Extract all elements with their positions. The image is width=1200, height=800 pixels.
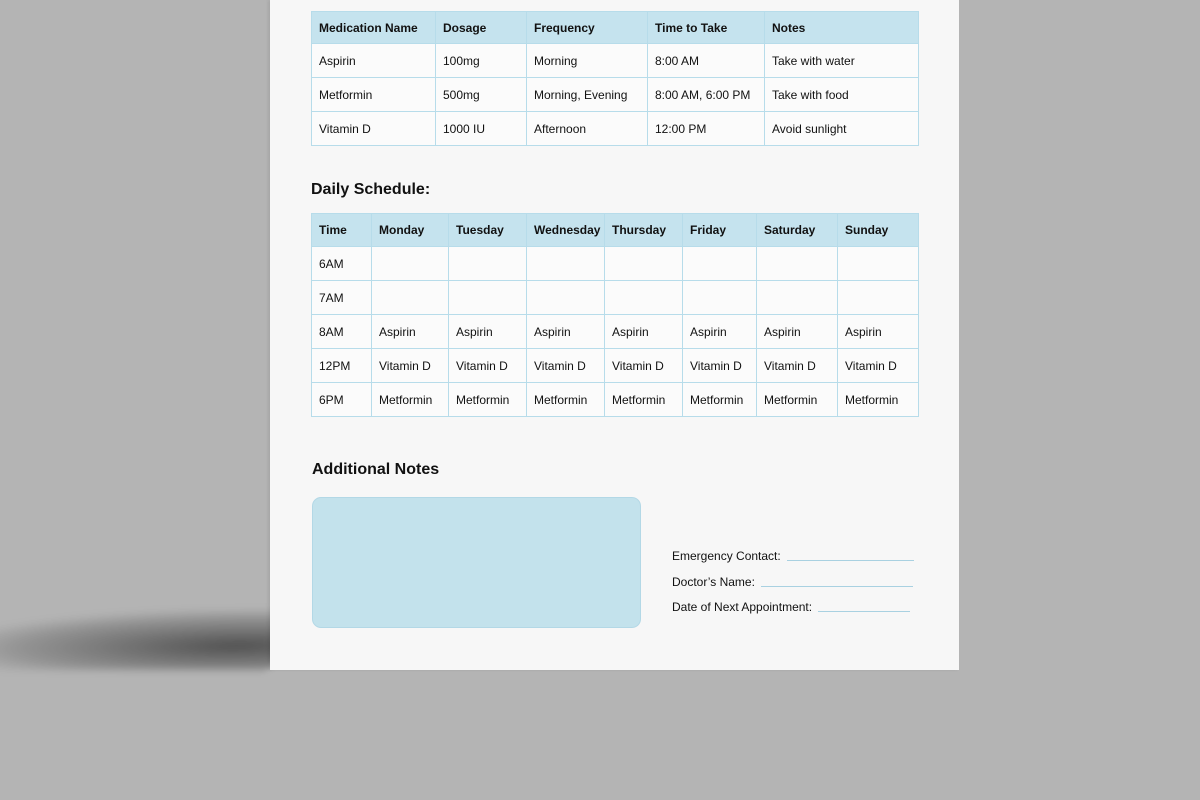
- medication-name-cell: Vitamin D: [312, 112, 436, 146]
- schedule-cell: [527, 247, 605, 281]
- schedule-cell: Aspirin: [683, 315, 757, 349]
- emergency-contact-line: [672, 549, 914, 563]
- next-appointment-field[interactable]: [818, 610, 910, 612]
- schedule-cell: [683, 247, 757, 281]
- time-cell: 12PM: [312, 349, 372, 383]
- emergency-contact-label: Emergency Contact:: [672, 549, 781, 563]
- schedule-cell: [838, 281, 919, 315]
- medication-name-cell: Metformin: [312, 78, 436, 112]
- schedule-cell: [449, 281, 527, 315]
- schedule-cell: [757, 247, 838, 281]
- column-header-tuesday: Tuesday: [449, 214, 527, 247]
- medication-name-cell: Aspirin: [312, 44, 436, 78]
- medication-table-header-row: [312, 12, 919, 44]
- time-cell: 6AM: [312, 247, 372, 281]
- page-shadow: [0, 610, 311, 670]
- frequency-cell: Morning, Evening: [527, 78, 648, 112]
- column-header-time-to-take: Time to Take: [648, 12, 765, 44]
- dosage-cell: 1000 IU: [436, 112, 527, 146]
- document-page: [270, 0, 959, 670]
- daily-schedule-heading: Daily Schedule:: [311, 181, 431, 198]
- table-row: [312, 78, 919, 112]
- column-header-wednesday: Wednesday: [527, 214, 605, 247]
- notes-cell: Take with food: [765, 78, 919, 112]
- schedule-cell: [527, 281, 605, 315]
- table-row: [312, 112, 919, 146]
- medication-table: [311, 11, 919, 146]
- frequency-cell: Afternoon: [527, 112, 648, 146]
- table-row: [312, 281, 919, 315]
- column-header-notes: Notes: [765, 12, 919, 44]
- schedule-cell: Vitamin D: [838, 349, 919, 383]
- schedule-header-row: [312, 214, 919, 247]
- table-row: [312, 383, 919, 417]
- schedule-cell: [683, 281, 757, 315]
- schedule-cell: Vitamin D: [605, 349, 683, 383]
- schedule-cell: Aspirin: [757, 315, 838, 349]
- column-header-friday: Friday: [683, 214, 757, 247]
- schedule-cell: Vitamin D: [757, 349, 838, 383]
- table-row: [312, 44, 919, 78]
- schedule-cell: Metformin: [683, 383, 757, 417]
- schedule-cell: [449, 247, 527, 281]
- time-cell: 7AM: [312, 281, 372, 315]
- schedule-cell: Vitamin D: [683, 349, 757, 383]
- schedule-cell: Metformin: [372, 383, 449, 417]
- notes-cell: Take with water: [765, 44, 919, 78]
- schedule-cell: Aspirin: [605, 315, 683, 349]
- schedule-cell: [757, 281, 838, 315]
- schedule-cell: Vitamin D: [449, 349, 527, 383]
- dosage-cell: 100mg: [436, 44, 527, 78]
- time-cell: 6PM: [312, 383, 372, 417]
- column-header-frequency: Frequency: [527, 12, 648, 44]
- frequency-cell: Morning: [527, 44, 648, 78]
- emergency-contact-field[interactable]: [787, 559, 914, 561]
- column-header-thursday: Thursday: [605, 214, 683, 247]
- schedule-cell: [605, 247, 683, 281]
- notes-cell: Avoid sunlight: [765, 112, 919, 146]
- schedule-cell: Vitamin D: [372, 349, 449, 383]
- schedule-cell: Aspirin: [449, 315, 527, 349]
- column-header-monday: Monday: [372, 214, 449, 247]
- schedule-cell: Metformin: [838, 383, 919, 417]
- time-to-take-cell: 8:00 AM: [648, 44, 765, 78]
- schedule-cell: Aspirin: [838, 315, 919, 349]
- additional-notes-heading: Additional Notes: [312, 461, 440, 478]
- schedule-cell: Vitamin D: [527, 349, 605, 383]
- schedule-cell: Aspirin: [527, 315, 605, 349]
- column-header-time: Time: [312, 214, 372, 247]
- schedule-cell: Metformin: [527, 383, 605, 417]
- next-appointment-line: [672, 600, 910, 614]
- daily-schedule-table: [311, 213, 919, 417]
- schedule-cell: [372, 247, 449, 281]
- doctor-name-label: Doctor’s Name:: [672, 575, 755, 589]
- schedule-cell: [838, 247, 919, 281]
- doctor-name-line: [672, 575, 913, 589]
- time-to-take-cell: 8:00 AM, 6:00 PM: [648, 78, 765, 112]
- table-row: [312, 247, 919, 281]
- column-header-sunday: Sunday: [838, 214, 919, 247]
- table-row: [312, 315, 919, 349]
- column-header-saturday: Saturday: [757, 214, 838, 247]
- column-header-dosage: Dosage: [436, 12, 527, 44]
- schedule-cell: Metformin: [449, 383, 527, 417]
- schedule-cell: Metformin: [605, 383, 683, 417]
- schedule-cell: [372, 281, 449, 315]
- time-to-take-cell: 12:00 PM: [648, 112, 765, 146]
- additional-notes-box[interactable]: [312, 497, 641, 628]
- next-appointment-label: Date of Next Appointment:: [672, 600, 813, 614]
- dosage-cell: 500mg: [436, 78, 527, 112]
- time-cell: 8AM: [312, 315, 372, 349]
- table-row: [312, 349, 919, 383]
- column-header-medication-name: Medication Name: [312, 12, 436, 44]
- schedule-cell: [605, 281, 683, 315]
- doctor-name-field[interactable]: [761, 585, 913, 587]
- schedule-cell: Metformin: [757, 383, 838, 417]
- schedule-cell: Aspirin: [372, 315, 449, 349]
